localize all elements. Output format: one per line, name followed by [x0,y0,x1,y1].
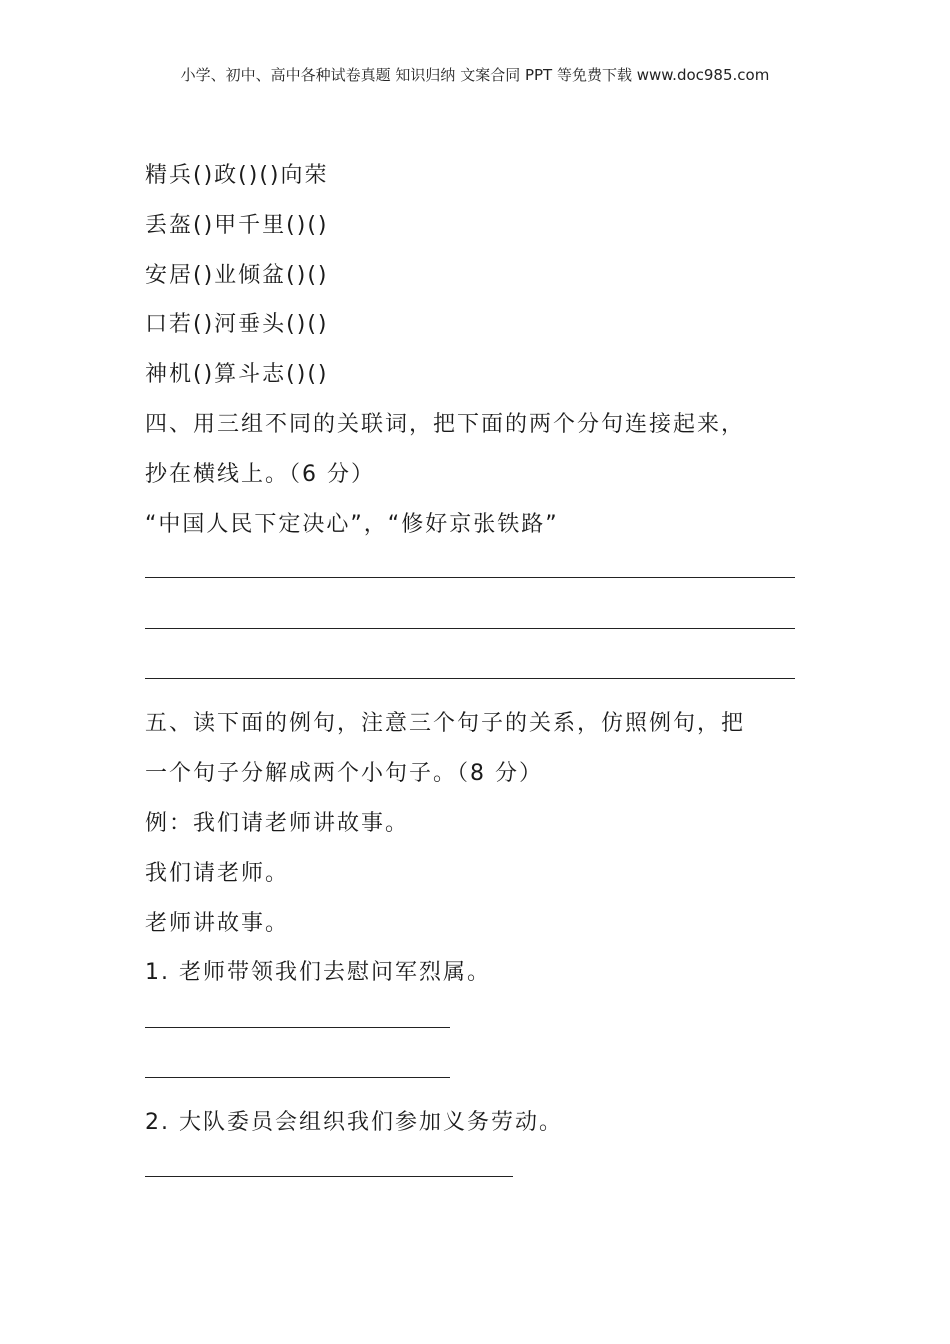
section4-title-line1: 四、用三组不同的关联词，把下面的两个分句连接起来， [145,412,746,437]
answer-line-4b[interactable] [145,628,795,629]
section5-example-part1: 我们请老师。 [145,861,290,886]
idiom-line-4: 口若()河垂头()() [145,312,329,337]
section5-title-line2: 一个句子分解成两个小句子。（8 分） [145,761,543,786]
section4-clauses: “中国人民下定决心”，“修好京张铁路” [145,512,559,537]
answer-line-4c[interactable] [145,678,795,679]
section4-title-line2: 抄在横线上。（6 分） [145,462,375,487]
section5-title-line1: 五、读下面的例句，注意三个句子的关系，仿照例句，把 [145,711,746,736]
idiom-line-5: 神机()算斗志()() [145,362,329,387]
section5-question-1: 1. 老师带领我们去慰问军烈属。 [145,960,491,985]
section5-question-2: 2. 大队委员会组织我们参加义务劳动。 [145,1110,563,1135]
idiom-line-1: 精兵()政()()向荣 [145,163,329,188]
section5-example-part2: 老师讲故事。 [145,911,290,936]
section5-example: 例：我们请老师讲故事。 [145,811,410,836]
answer-line-5-1a[interactable] [145,1027,450,1028]
answer-line-5-2a[interactable] [145,1176,513,1177]
answer-line-5-1b[interactable] [145,1077,450,1078]
idiom-line-3: 安居()业倾盆()() [145,263,329,288]
page-header-banner: 小学、初中、高中各种试卷真题 知识归纳 文案合同 PPT 等免费下载 www.doc985.com [180,66,770,84]
idiom-line-2: 丢盔()甲千里()() [145,213,329,238]
answer-line-4a[interactable] [145,577,795,578]
